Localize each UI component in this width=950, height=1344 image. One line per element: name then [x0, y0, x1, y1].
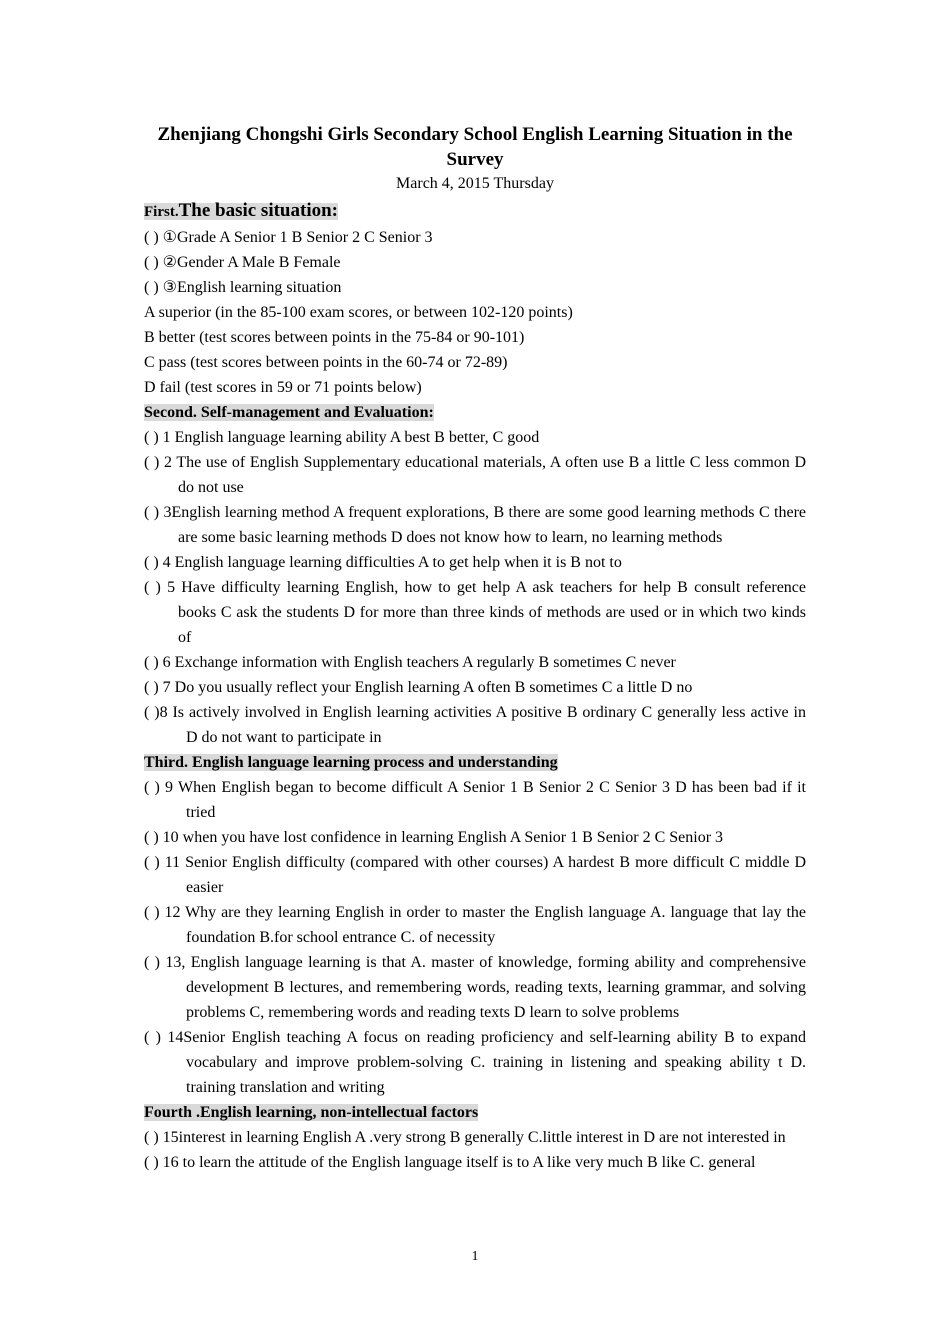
section-4-title: Fourth .English learning, non-intellectual factors — [144, 1104, 479, 1121]
section-1-line: ( ) ③English learning situation — [144, 279, 342, 296]
question-item: ( ) 9 When English began to become difficult A Senior 1 B Senior 2 C Senior 3 D has been bad if it tried — [144, 779, 806, 821]
section-1-line: A superior (in the 85-100 exam scores, or between 102-120 points) — [144, 304, 573, 321]
question-item: ( ) 2 The use of English Supplementary educational materials, A often use B a little C less common D do not use — [144, 454, 806, 496]
question-item: ( ) 12 Why are they learning English in order to master the English language A. language that lay the foundation B.for school entrance C. of necessity — [144, 904, 806, 946]
document-date: March 4, 2015 Thursday — [396, 175, 554, 192]
question-item: ( ) 15interest in learning English A .very strong B generally C.little interest in D are not interested in — [144, 1129, 786, 1146]
question-item: ( ) 6 Exchange information with English teachers A regularly B sometimes C never — [144, 654, 676, 671]
section-1-prefix: First. — [144, 204, 179, 220]
section-1-line: D fail (test scores in 59 or 71 points below) — [144, 379, 422, 396]
section-2-title: Second. Self-management and Evaluation: — [144, 404, 434, 421]
section-2-heading — [144, 400, 806, 425]
question-item: ( ) 10 when you have lost confidence in learning English A Senior 1 B Senior 2 C Senior 3 — [144, 829, 724, 846]
question-item: ( ) 11 Senior English difficulty (compared with other courses) A hardest B more difficult C middle D easier — [144, 854, 806, 896]
section-1-heading — [144, 198, 806, 225]
section-3-heading — [144, 750, 806, 775]
question-item: ( ) 16 to learn the attitude of the English language itself is to A like very much B like C. general — [144, 1154, 756, 1171]
document-page — [144, 122, 806, 1175]
question-item: ( )8 Is actively involved in English learning activities A positive B ordinary C generally less active in D do not want to participate in — [144, 704, 806, 746]
section-4-heading — [144, 1100, 806, 1125]
section-1-line: ( ) ②Gender A Male B Female — [144, 254, 341, 271]
section-1-line: B better (test scores between points in the 75-84 or 90-101) — [144, 329, 525, 346]
page-number: 1 — [471, 1249, 479, 1264]
question-item: ( ) 14Senior English teaching A focus on reading proficiency and self-learning ability B to expand vocabulary and improve problem-solving C. training in listening and speaking ability t D. training translation and writing — [144, 1029, 806, 1096]
question-item: ( ) 1 English language learning ability A best B better, C good — [144, 429, 540, 446]
section-1-line: C pass (test scores between points in the 60-74 or 72-89) — [144, 354, 508, 371]
section-1-line: ( ) ①Grade A Senior 1 B Senior 2 C Senior 3 — [144, 229, 433, 246]
question-item: ( ) 3English learning method A frequent explorations, B there are some good learning methods C there are some basic learning methods D does not know how to learn, no learning methods — [144, 504, 806, 546]
document-title: Zhenjiang Chongshi Girls Secondary School English Learning Situation in the Survey — [157, 124, 793, 170]
section-3-title: Third. English language learning process and understanding — [144, 754, 558, 771]
question-item: ( ) 4 English language learning difficulties A to get help when it is B not to — [144, 554, 622, 571]
section-1-title: The basic situation: — [178, 200, 338, 221]
question-item: ( ) 13, English language learning is that A. master of knowledge, forming ability and comprehensive development B lectures, and remembering words, reading texts, learning grammar, and solving problems C, remembering words and reading texts D learn to solve problems — [144, 954, 806, 1021]
question-item: ( ) 5 Have difficulty learning English, how to get help A ask teachers for help B consult reference books C ask the students D for more than three kinds of methods are used or in which two kinds of — [144, 579, 806, 646]
question-item: ( ) 7 Do you usually reflect your English learning A often B sometimes C a little D no — [144, 679, 693, 696]
